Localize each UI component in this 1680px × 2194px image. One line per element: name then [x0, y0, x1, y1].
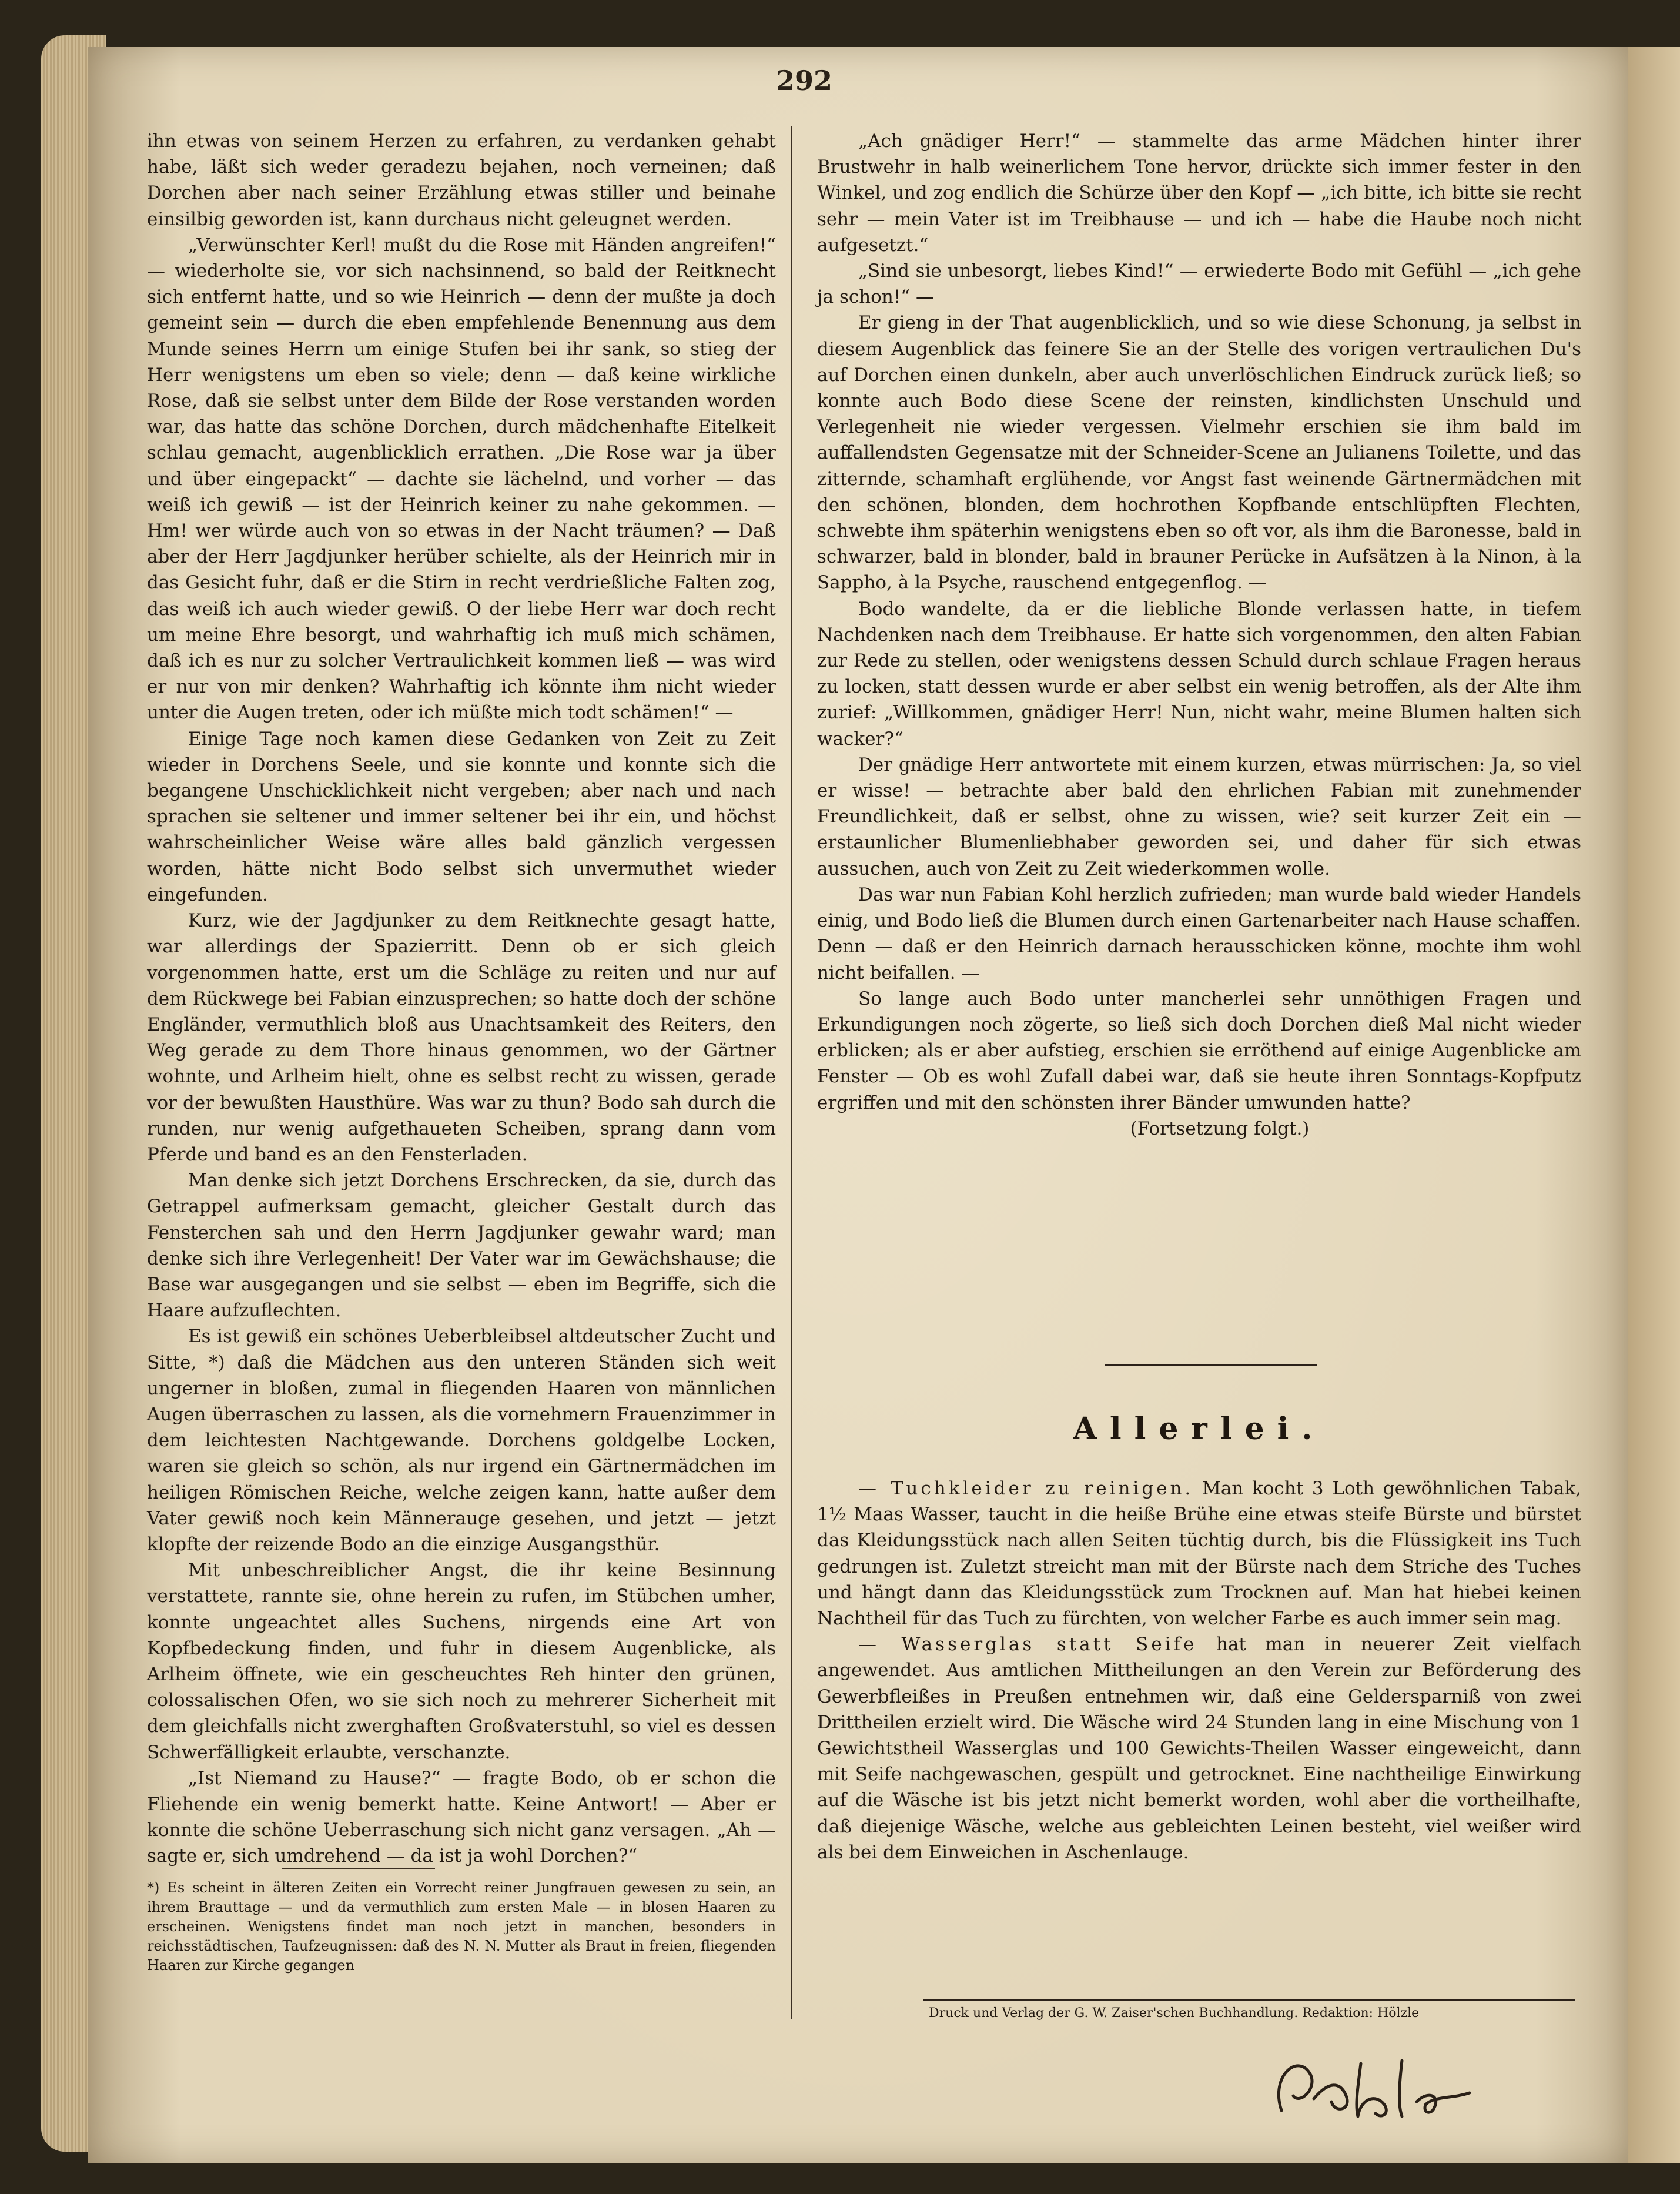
allerlei-item: [817, 1631, 1581, 1865]
item-lead: — Tuchkleider zu reinigen.: [858, 1478, 1194, 1499]
paragraph: So lange auch Bodo unter mancherlei sehr unnöthigen Fragen und Erkundigungen noch zögerte, so ließ sich doch Dorchen dieß Mal nicht wieder erblicken; als er aber aufstieg, erschien sie erröthend auf einige Augenblicke am Fenster — Ob es wohl Zufall dabei war, daß sie heute ihren Sonntags-Kopfputz ergriffen und mit den schönsten ihrer Bänder umwunden hatte?: [817, 988, 1581, 1113]
paragraph: Es ist gewiß ein schönes Ueberbleibsel altdeutscher Zucht und Sitte, *) daß die Mädchen aus den unteren Ständen sich weit ungerner in bloßen, zumal in fliegenden Haaren von männlichen Augen überraschen zu lassen, als die vornehmern Frauenzimmer in dem leichtesten Nachtgewande. Dorchens goldgelbe Locken, waren sie gleich so schön, als nur irgend ein Gärtnermädchen im heiligen Römischen Reiche, welche zeigen kann, hatte außer dem Vater gewiß noch kein Männerauge gesehen, und jetzt — jetzt klopfte der reizende Bodo an die einzige Ausgangsthür.: [147, 1326, 776, 1555]
paragraph: Der gnädige Herr antwortete mit einem kurzen, etwas mürrischen: Ja, so viel er wisse! — betrachte aber bald den ehrlichen Fabian mit zunehmender Freundlichkeit, daß er selbst, ohne zu wissen, wie? seit kurzer Zeit ein — erstaunlicher Blumenliebhaber geworden sei, und daher für sich etwas aussuchen, auch von Zeit zu Zeit wiederkommen wolle.: [817, 754, 1581, 879]
column-divider: [791, 126, 792, 2019]
left-column: [147, 128, 776, 1869]
item-text: hat man in neuerer Zeit vielfach angewendet. Aus amtlichen Mittheilungen an den Verein zur Beförderung des Gewerbfleißes in Preußen entnehmen wir, daß eine Geldersparniß von zwei Drittheilen erzielt wird. Die Wäsche wird 24 Stunden lang in eine Mischung von 1 Gewichtstheil Wasserglas und 100 Gewichts-Theilen Wasser eingeweicht, dann mit Seife nachgewaschen, gespült und getrocknet. Eine nachtheilige Einwirkung auf die Wäsche ist bis jetzt nicht bemerkt worden, wohl aber die vortheilhafte, daß diejenige Wäsche, welche aus gebleichten Leinen besteht, viel weißer wird als bei dem Einweichen in Aschenlauge.: [817, 1634, 1581, 1863]
page-number: 292: [776, 65, 833, 96]
handwritten-signature: [1258, 2040, 1505, 2134]
allerlei-column: [817, 1476, 1581, 1865]
footnote: *) Es scheint in älteren Zeiten ein Vorrecht reiner Jungfrauen gewesen zu sein, an ihrem Brauttage — und da vermuthlich zum ersten Male — in blosen Haaren zu erscheinen. Wenigstens findet man noch jetzt in manchen, besonders in reichsstädtischen, Taufzeugnissen: daß des N. N. Mutter als Braut in freien, fliegenden Haaren zur Kirche gegangen: [147, 1879, 776, 1974]
paragraph: Man denke sich jetzt Dorchens Erschrecken, da sie, durch das Getrappel aufmerksam gemacht, gleicher Gestalt durch das Fensterchen sah und den Herrn Jagdjunker gewahr ward; man denke sich ihre Verlegenheit! Der Vater war im Gewächshause; die Base war ausgegangen und sie selbst — eben im Begriffe, sich die Haare aufzuflechten.: [147, 1170, 776, 1322]
paragraph: Das war nun Fabian Kohl herzlich zufrieden; man wurde bald wieder Handels einig, und Bodo ließ die Blumen durch einen Gartenarbeiter nach Hause schaffen. Denn — daß er den Heinrich darnach herausschicken könne, mochte ihm wohl nicht beifallen. —: [817, 884, 1581, 984]
paragraph: „Ach gnädiger Herr!“ — stammelte das arme Mädchen hinter ihrer Brustwehr in halb weinerlichem Tone hervor, drückte sich immer fester in den Winkel, und zog endlich die Schürze über den Kopf — „ich bitte, ich bitte sie recht sehr — mein Vater ist im Treibhause — und ich — habe die Haube noch nicht aufgesetzt.“: [817, 131, 1581, 256]
paragraph: Mit unbeschreiblicher Angst, die ihr keine Besinnung verstattete, rannte sie, ohne herein zu rufen, im Stübchen umher, konnte ungeachtet alles Suchens, nirgends eine Art von Kopfbedeckung finden, und fuhr in diesem Augenblicke, als Arlheim öffnete, wie ein gescheuchtes Reh hinter den grünen, colossalischen Ofen, wo sie sich noch zu mehrerer Sicherheit mit dem gleichfalls nicht zwerghaften Großvaterstuhl, so viel es dessen Schwerfälligkeit erlaubte, verschanzte.: [147, 1560, 776, 1763]
imprint-line: Druck und Verlag der G. W. Zaiser'schen Buchhandlung. Redaktion: Hölzle: [929, 2006, 1420, 2021]
section-heading: Allerlei.: [1073, 1411, 1326, 1447]
paragraph: Bodo wandelte, da er die liebliche Blonde verlassen hatte, in tiefem Nachdenken nach dem Treibhause. Er hatte sich vorgenommen, den alten Fabian zur Rede zu stellen, oder wenigstens dessen Schuld durch schlaue Fragen heraus zu locken, statt dessen wurde er aber selbst ein wenig betroffen, als der Alte ihm zurief: „Willkommen, gnädiger Herr! Nun, nicht wahr, meine Blumen halten sich wacker?“: [817, 598, 1581, 750]
item-text: Man kocht 3 Loth gewöhnlichen Tabak, 1½ Maas Wasser, taucht in die heiße Brühe eine etwas steife Bürste und bürstet das Kleidungsstück nach allen Seiten tüchtig durch, bis die Flüssigkeit ins Tuch gedrungen ist. Zuletzt streicht man mit der Bürste nach dem Striche des Tuches und hängt dann das Kleidungsstück zum Trocknen auf. Man hat hiebei keinen Nachtheil für das Tuch zu fürchten, von welcher Farbe es auch immer sein mag.: [817, 1478, 1581, 1630]
section-separator: [1105, 1364, 1317, 1366]
paragraph: Er gieng in der That augenblicklich, und so wie diese Schonung, ja selbst in diesem Augenblick das feinere Sie an der Stelle des vorigen vertraulichen Du's auf Dorchen einen dunkeln, aber auch unverlöschlichen Eindruck zurück ließ; so konnte auch Bodo diese Scene der reinsten, kindlichsten Unschuld und Verlegenheit nie wieder vergessen. Vielmehr erschien sie ihm bald im auffallendsten Gegensatze mit der Schneider-Scene an Julianens Toilette, und das zitternde, schamhaft erglühende, vor Angst fast weinende Gärtnermädchen mit den schönen, blonden, dem hochrothen Kopfbande entschlüpften Flechten, schwebte ihm späterhin wenigstens eben so oft vor, als ihm die Baronesse, bald in schwarzer, bald in blonder, bald in brauner Perücke in Aufsätzen à la Ninon, à la Sappho, à la Psyche, rauschend entgegenflog. —: [817, 312, 1581, 594]
paragraph: „Sind sie unbesorgt, liebes Kind!“ — erwiederte Bodo mit Gefühl — „ich gehe ja schon!“ —: [817, 260, 1581, 308]
paragraph: Einige Tage noch kamen diese Gedanken von Zeit zu Zeit wieder in Dorchens Seele, und sie konnte und konnte sich die begangene Unschicklichkeit nicht vergeben; aber nach und nach sprachen sie seltener und immer seltener bei ihr ein, und höchst wahrscheinlicher Weise wäre alles bald gänzlich vergessen worden, hätte nicht Bodo selbst sich unvermuthet wieder eingefunden.: [147, 728, 776, 905]
footnote-rule: [282, 1868, 435, 1869]
allerlei-item: [817, 1476, 1581, 1631]
paragraph: „Ist Niemand zu Hause?“ — fragte Bodo, ob er schon die Fliehende ein wenig bemerkt hatte. Keine Antwort! — Aber er konnte die schöne Ueberraschung sich nicht ganz versagen. „Ah — sagte er, sich umdrehend — da ist ja wohl Dorchen?“: [147, 1767, 776, 1867]
continuation-note: (Fortsetzung folgt.): [1130, 1118, 1310, 1139]
paragraph: Kurz, wie der Jagdjunker zu dem Reitknechte gesagt hatte, war allerdings der Spazierritt. Denn ob er sich gleich vorgenommen hatte, erst um die Schläge zu reiten und nur auf dem Rückwege bei Fabian einzusprechen; so hatte doch der schöne Engländer, vermuthlich bloß aus Unachtsamkeit des Reiters, den Weg gerade zu dem Thore hinaus genommen, wo der Gärtner wohnte, und Arlheim hielt, ohne es selbst recht zu wissen, gerade vor der bewußten Hausthüre. Was war zu thun? Bodo sah durch die runden, nur wenig aufgethaueten Scheiben, sprang dann vom Pferde und band es an den Fensterladen.: [147, 910, 776, 1165]
item-lead: — Wasserglas statt Seife: [858, 1634, 1197, 1655]
paragraph: ihn etwas von seinem Herzen zu erfahren, zu verdanken gehabt habe, läßt sich weder geradezu bejahen, noch verneinen; daß Dorchen aber nach seiner Erzählung etwas stiller und beinahe einsilbig geworden ist, kann durchaus nicht geleugnet werden.: [147, 131, 776, 230]
right-column: [817, 128, 1581, 1142]
imprint-rule: [923, 1999, 1575, 2001]
paragraph: „Verwünschter Kerl! mußt du die Rose mit Händen angreifen!“ — wiederholte sie, vor sich nachsinnend, so bald der Reitknecht sich entfernt hatte, und so wie Heinrich — denn der mußte ja doch gemeint sein — durch die eben empfehlende Benennung aus dem Munde seines Herrn um einige Stufen bei ihr sank, so stieg der Herr wenigstens um eben so viele; denn — daß keine wirkliche Rose, daß sie selbst unter dem Bilde der Rose verstanden worden war, das hatte das schöne Dorchen, durch mädchenhafte Eitelkeit schlau gemacht, augenblicklich errathen. „Die Rose war ja über und über eingepackt“ — dachte sie lächelnd, und vorher — das weiß ich gewiß — ist der Heinrich keiner zu nahe gekommen. — Hm! wer würde auch von so etwas in der Nacht träumen? — Daß aber der Herr Jagdjunker herüber schielte, als der Heinrich mir in das Gesicht fuhr, daß er die Stirn in recht verdrießliche Falten zog, das weiß ich auch wieder gewiß. O der liebe Herr war doch recht um meine Ehre besorgt, und wahrhaftig ich muß mich schämen, daß ich es nur zu solcher Vertraulichkeit kommen ließ — was wird er nur von mir denken? Wahrhaftig ich könnte ihm nicht wieder unter die Augen treten, oder ich müßte mich todt schämen!“ —: [147, 234, 776, 724]
adjacent-page-edge: [1622, 47, 1680, 2163]
